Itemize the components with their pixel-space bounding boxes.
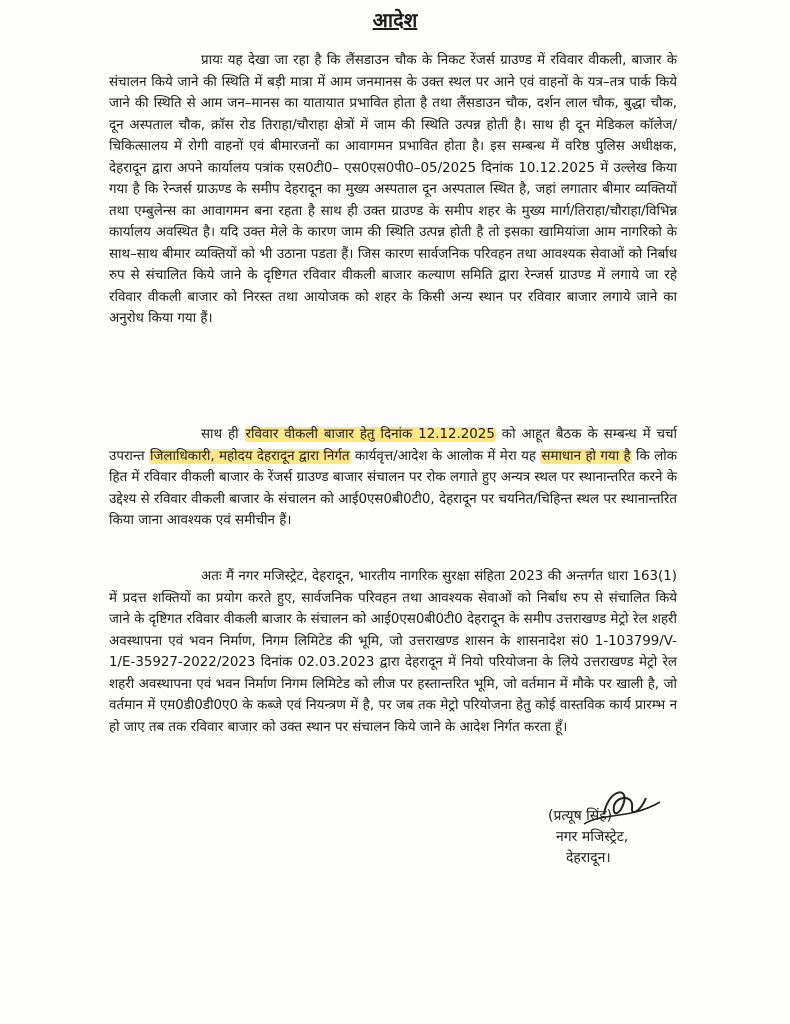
highlight-satisfaction: समाधान हो गया है [541, 448, 631, 464]
highlight-district-magistrate: जिलाधिकारी, महोदय देहरादून द्वारा निर्गत [150, 448, 350, 464]
paragraph-1 [109, 50, 677, 330]
signatory-name: (प्रत्यूष सिंह) [548, 808, 613, 824]
paragraph-2-text-end: कि लोक हित में रविवार वीकली बाजार के रेंजर्स ग्राउण्ड बाजार संचालन पर रोक लगाते हुए अन्यत्र स्थल पर स्थानान्तरित करने के उद्देश्य से रविवार वीकली बाजार के संचालन को आई0एस0बी0टी0, देहरादून पर चयनित/चिहिन्त स्थल पर स्थानान्तरित किया जाना आवश्यक एवं समीचीन हैं। [109, 448, 678, 528]
paragraph-2-text-middle-2: कार्यवृत्त/आदेश के आलोक में मेरा यह [350, 448, 541, 464]
signatory-designation: नगर मजिस्ट्रेट, [556, 829, 629, 845]
paragraph-2 [109, 424, 677, 532]
signatory-place: देहरादून। [566, 850, 611, 866]
paragraph-2-text-middle-1: को आहूत बैठक के सम्बन्ध में चर्चा उपरान्त [109, 427, 678, 464]
paragraph-3 [109, 566, 677, 738]
paragraph-1-text: प्रायः यह देखा जा रहा है कि लैंसडाउन चौक के निकट रेंजर्स ग्राउण्ड में रविवार वीकली, बाजार के संचालन किये जाने की स्थिति में बड़ी मात्रा में आम जनमानस के उक्त स्थल पर आने एवं वाहनों के यत्र–तत्र पार्क किये जाने की स्थिति से आम जन–मानस का यातायात प्रभावित होता है तथा लैंसडाउन चौक, दर्शन लाल चौक, बुद्धा चौक, दून अस्पताल चौक, क्रॉस रोड तिराहा/चौराहा क्षेत्रों में जाम की स्थिति उत्पन्न होती है। साथ ही दून मेडिकल कॉलेज/चिकित्सालय में रोगी वाहनों एवं बीमारजनों का आवागमन प्रभावित होता है। इस सम्बन्ध में वरिष्ठ पुलिस अधीक्षक, देहरादून द्वारा अपने कार्यालय पत्रांक एस0टी0– एस0एस0पी0–05/2025 दिनांक 10.12.2025 में उल्लेख किया गया है कि रेन्जर्स ग्राऊण्ड के समीप देहरादून का मुख्य अस्पताल दून अस्पताल स्थित है, जहां लगातार बीमार व्यक्तियों तथा एम्बुलेन्स का आवागमन बना रहता है साथ ही उक्त ग्राउण्ड के समीप शहर के मुख्य मार्ग/तिराहा/चौराहा/विभिन्न कार्यालय अवस्थित है। यदि उक्त मेले के कारण जाम की स्थिति उत्पन्न होती है तो इसका खामियांजा आम नागरिको के साथ–साथ बीमार व्यक्तियों को भी उठाना पडता हैं। जिस कारण सार्वजनिक परिवहन तथा आवश्यक सेवाओं को निर्बाध रुप से संचालित किये जाने के दृष्टिगत रविवार वीकली बाजार कल्याण समिति द्वारा रेन्जर्स ग्राउण्ड में लगाये जा रहे रविवार वीकली बाजार को निरस्त तथा आयोजक को शहर के किसी अन्य स्थान पर रविवार बाजार लगाये जाने का अनुरोध किया गया हैं। [109, 53, 677, 326]
paragraph-3-text: अतः मैं नगर मजिस्ट्रेट, देहरादून, भारतीय नागरिक सुरक्षा संहिता 2023 की अन्तर्गत धारा 163(1) में प्रदत्त शक्तियों का प्रयोग करते हुए, सार्वजनिक परिवहन तथा आवश्यक सेवाओं को निर्बाध रुप से संचालित किये जाने के दृष्टिगत रविवार वीकली बाजार के संचालन को आई0एस0बी0टी0 देहरादून के समीप उत्तराखण्ड मेट्रो रेल शहरी अवस्थापना एवं भवन निर्माण, निगम लिमिटेड की भूमि, जो उत्तराखण्ड शासन के शासनादेश सं0 1-103799/V-1/E-35927-2022/2023 दिनांक 02.03.2023 द्वारा देहरादून में नियो परियोजना के लिये उत्तराखण्ड मेट्रो रेल शहरी अवस्थापना एवं भवन निर्माण निगम लिमिटेड को लीज पर हस्तान्तरित भूमि, जो वर्तमान में मौके पर खाली है, जो वर्तमान में एम0डी0डी0ए0 के कब्जे एवं नियन्त्रण में है, पर जब तक मेट्रो परियोजना हेतु कोई वास्तविक कार्य प्रारम्भ न हो जाए तब तक रविवार बाजार को उक्त स्थान पर संचालन किये जाने के आदेश निर्गत करता हूँ। [109, 569, 677, 735]
signature-block [548, 806, 698, 869]
document-title: आदेश [372, 8, 418, 32]
paragraph-2-text-start: साथ ही [201, 427, 245, 442]
highlight-meeting-date: रविवार वीकली बाजार हेतु दिनांक 12.12.2025 [245, 427, 495, 442]
